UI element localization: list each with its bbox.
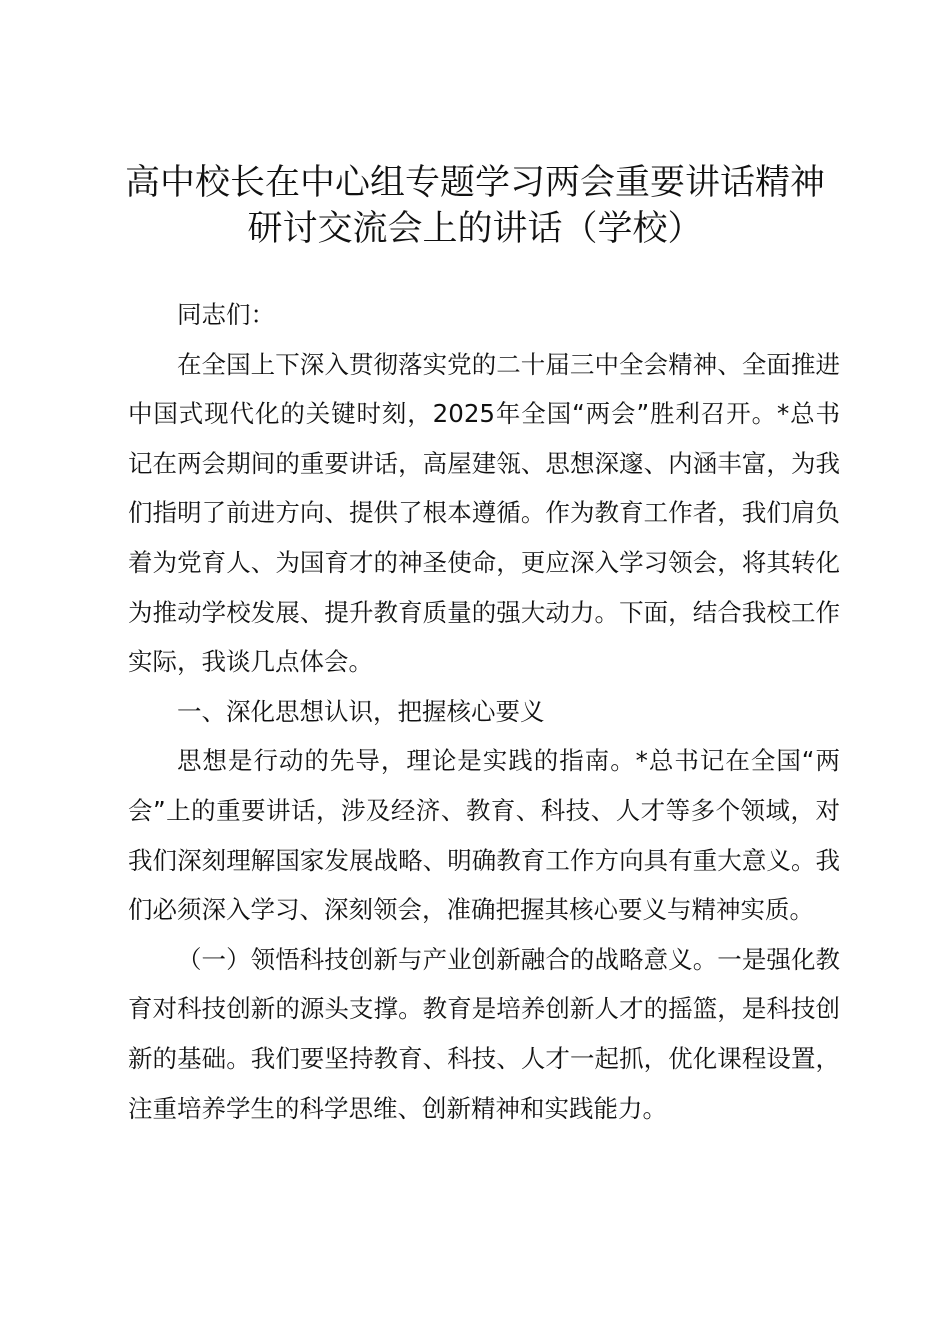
salutation: 同志们： [177,300,275,329]
paragraph-subsection-1: （一）领悟科技创新与产业创新融合的战略意义。一是强化教育对科技创新的源头支撑。教育是培养创新人才的摇篮，是科技创新的基础。我们要坚持教育、科技、人才一起抓，优化课程设置，注重培养学生的科学思维、创新精神和实践能力。 [128,944,840,1123]
title-line-2: 研讨交流会上的讲话（学校） [247,209,703,249]
title-line-1: 高中校长在中心组专题学习两会重要讲话精神 [124,163,825,203]
paragraph-intro: 在全国上下深入贯彻落实党的二十届三中全会精神、全面推进中国式现代化的关键时刻，2025年全国“两会”胜利召开。*总书记在两会期间的重要讲话，高屋建瓴、思想深邃、内涵丰富，为我们指明了前进方向、提供了根本遵循。作为教育工作者，我们肩负着为党育人、为国育才的神圣使命，更应深入学习领会，将其转化为推动学校发展、提升教育质量的强大动力。下面，结合我校工作实际，我谈几点体会。 [128,349,840,677]
section-heading-1: 一、深化思想认识，把握核心要义 [177,696,545,726]
document-title [100,160,850,252]
document-body [128,290,840,1133]
paragraph-section-1: 思想是行动的先导，理论是实践的指南。*总书记在全国“两会”上的重要讲话，涉及经济、教育、科技、人才等多个领域，对我们深刻理解国家发展战略、明确教育工作方向具有重大意义。我们必须深入学习、深刻领会，准确把握其核心要义与精神实质。 [128,746,840,925]
